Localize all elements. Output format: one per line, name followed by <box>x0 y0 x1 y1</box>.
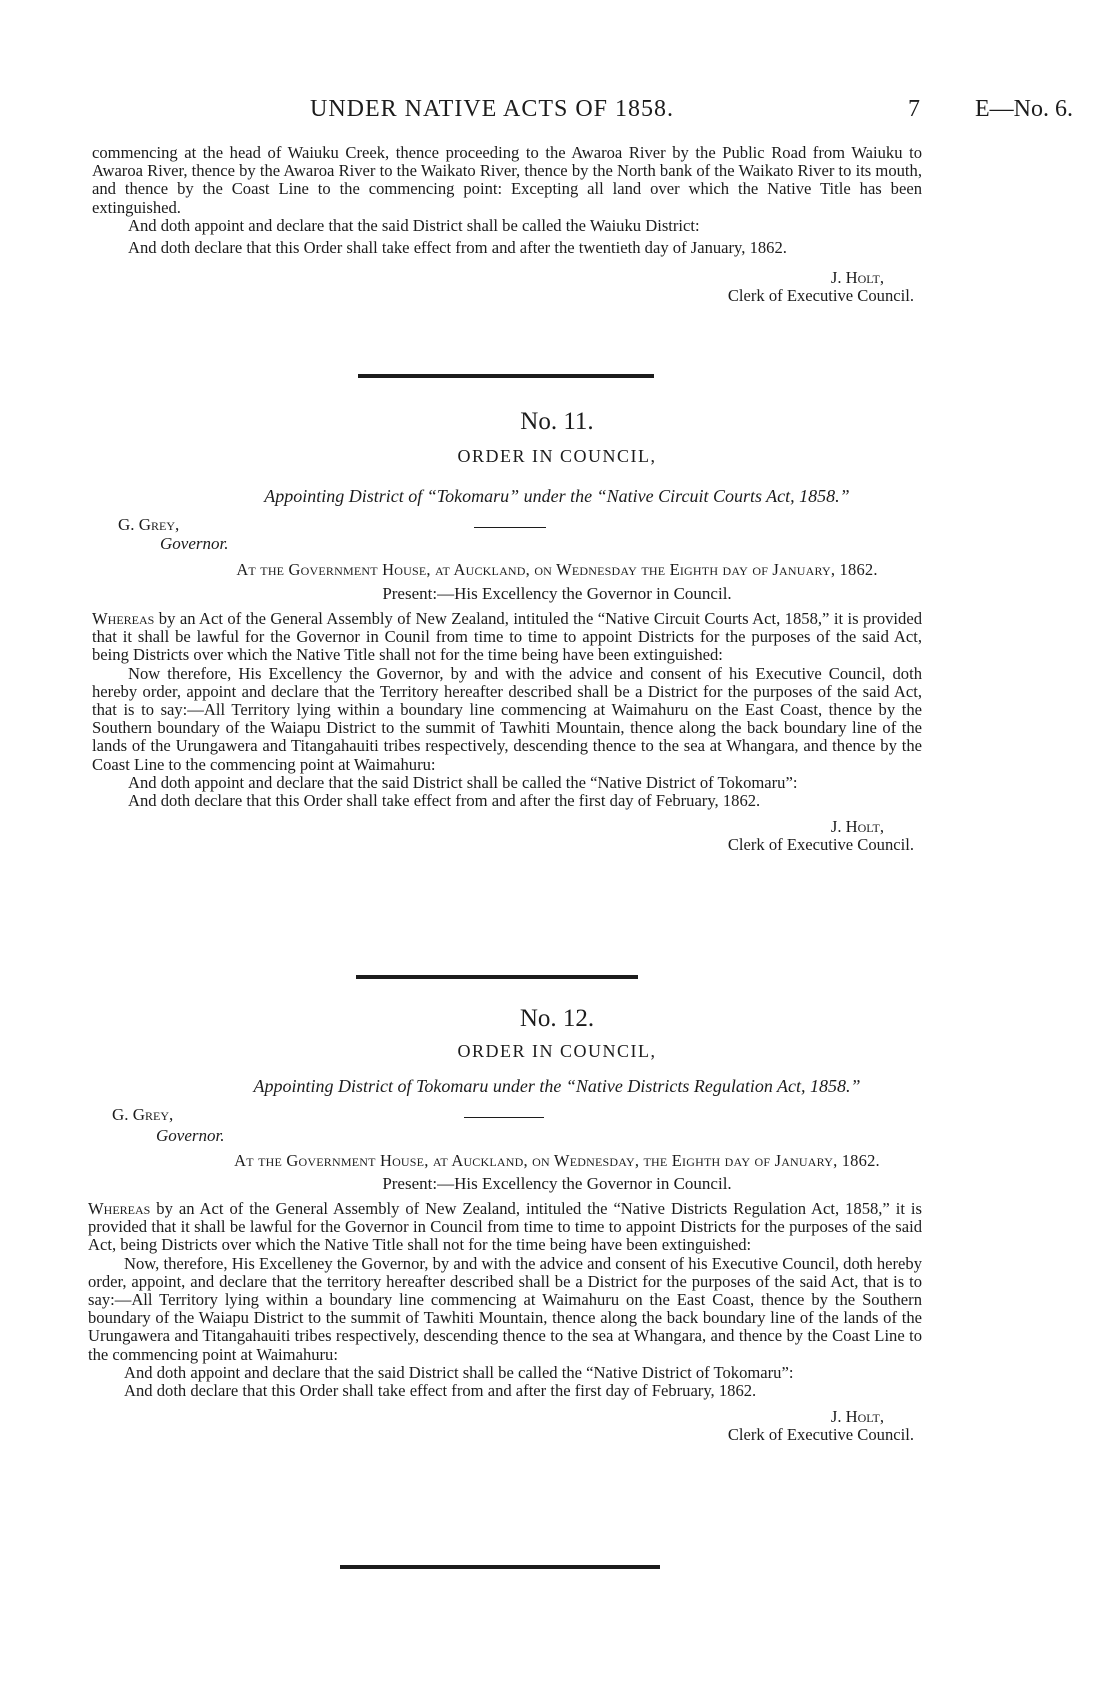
section-divider-rule <box>340 1565 660 1569</box>
order-11-appointing-line: Appointing District of “Tokomaru” under the “Native Circuit Courts Act, 1858.” <box>264 486 850 506</box>
order-11-appoint-declare-paragraph: And doth appoint and declare that the said District shall be called the “Native District of Tokomaru”: <box>128 772 798 792</box>
order-11-house-line: At the Government House, at Auckland, on Wednesday the Eighth day of January, 1862. <box>236 560 878 579</box>
order-11-heading: ORDER IN COUNCIL, <box>457 446 657 466</box>
page-number: 7 <box>908 96 920 122</box>
order-11-governor-name: G. Grey, <box>118 515 180 534</box>
order-12-heading: ORDER IN COUNCIL, <box>457 1041 657 1061</box>
order-12-whereas-paragraph <box>88 1200 922 1255</box>
signatory-title: Clerk of Executive Council. <box>727 286 914 306</box>
whereas-text: by an Act of the General Assembly of New Zealand, intituled the “Native Circuit Courts Act, 1858,” it is provided that it shall be lawful for the Governor in Counil from time to time to appoint Districts for the purposes of the said Act, being Districts over which the Native Title shall not for the time being have been extinguished: <box>92 609 922 665</box>
signatory-name: J. Holt, <box>830 268 884 288</box>
order-11-body <box>92 610 922 855</box>
running-header <box>0 96 1114 130</box>
document-reference: E—No. 6. <box>975 96 1073 122</box>
take-effect-paragraph: And doth declare that this Order shall take effect from and after the twentieth day of January, 1862. <box>128 238 787 258</box>
boundary-paragraph: commencing at the head of Waiuku Creek, thence proceeding to the Awaroa River by the Public Road from Waiuku to Awaroa River, thence by the Awaroa River to the Waikato River, thence by the North bank of the Waikato River to its mouth, and thence by the Coast Line to the commencing point: Excepting all land over which the Native Title has been extinguished. <box>92 143 922 217</box>
order-12-present-line: Present:—His Excellency the Governor in Council. <box>382 1174 732 1193</box>
order-12-number: No. 12. <box>519 1005 595 1032</box>
order-11-present-line: Present:—His Excellency the Governor in Council. <box>382 584 732 603</box>
order-12-now-therefore-paragraph: Now, therefore, His Excelleney the Governor, by and with the advice and consent of his Executive Council, doth hereby order, appoint, and declare that the territory hereafter described shall be a District for the purposes of the said Act, that is to say:—All Territory lying within a boundary line commencing at Waimahuru on the East Coast, thence by the Southern boundary of the Waiapu District to the summit of Tawhiti Mountain, thence along the back boundary line of the lands of the Urungawera and Titangahauiti tribes respectively, descending thence to the sea at Whangara, and thence by the Coast Line to the commencing point at Waimahuru: <box>88 1253 922 1364</box>
whereas-text: by an Act of the General Assembly of New Zealand, intituled the “Native Districts Regulation Act, 1858,” it is provided that it shall be lawful for the Governor in Council from time to time to appoint Districts for the purposes of the said Act, being Districts over which the Native Title shall not for the time being have been extinguished: <box>88 1199 922 1255</box>
order-11-governor-title: Governor. <box>160 534 229 553</box>
order-12-signature-block <box>88 1408 922 1444</box>
order-12-short-rule <box>464 1117 544 1118</box>
order-11-short-rule <box>474 527 546 528</box>
order-11-number: No. 11. <box>520 408 594 435</box>
order-12-house-line: At the Government House, at Auckland, on Wednesday, the Eighth day of January, 1862. <box>234 1151 880 1170</box>
order-11-now-therefore-paragraph: Now therefore, His Excellency the Governor, by and with the advice and consent of his Executive Council, doth hereby order, appoint and declare that the Territory hereafter described shall be a District for the purposes of the said Act, that is to say:—All Territory lying within a boundary line commencing at Waimahuru on the East Coast, thence by the Southern boundary of the Waiapu District to the summit of Tawhiti Mountain, thence along the back boundary line of the lands of the Urungawera and Titangahauiti tribes respectively, descending thence to the sea at Whangara, and thence by the Coast Line to the commencing point at Waimahuru: <box>92 663 922 774</box>
signature-block <box>92 269 922 305</box>
order-12-take-effect-paragraph: And doth declare that this Order shall take effect from and after the first day of February, 1862. <box>124 1381 757 1401</box>
order-12-appoint-declare-paragraph: And doth appoint and declare that the said District shall be called the “Native District of Tokomaru”: <box>124 1362 794 1382</box>
whereas-lead-word: Whereas <box>88 1199 151 1218</box>
order-11-whereas-paragraph <box>92 610 922 665</box>
signatory-title: Clerk of Executive Council. <box>727 1425 914 1445</box>
header-title: UNDER NATIVE ACTS OF 1858. <box>310 96 675 122</box>
appoint-declare-paragraph: And doth appoint and declare that the said District shall be called the Waiuku District: <box>128 215 700 235</box>
order-12-governor-title: Governor. <box>156 1126 225 1145</box>
signatory-title: Clerk of Executive Council. <box>727 835 914 855</box>
whereas-lead-word: Whereas <box>92 609 155 628</box>
order-12-governor-name: G. Grey, <box>112 1105 174 1124</box>
section-divider-rule <box>358 374 654 378</box>
order-11-signature-block <box>92 818 922 854</box>
signatory-name: J. Holt, <box>830 817 884 837</box>
order-12-body <box>88 1200 922 1445</box>
order-12-appointing-line: Appointing District of Tokomaru under the “Native Districts Regulation Act, 1858.” <box>253 1076 861 1096</box>
previous-order-continuation <box>92 144 922 306</box>
section-divider-rule <box>356 975 638 979</box>
order-11-take-effect-paragraph: And doth declare that this Order shall take effect from and after the first day of February, 1862. <box>128 791 761 811</box>
signatory-name: J. Holt, <box>830 1407 884 1427</box>
